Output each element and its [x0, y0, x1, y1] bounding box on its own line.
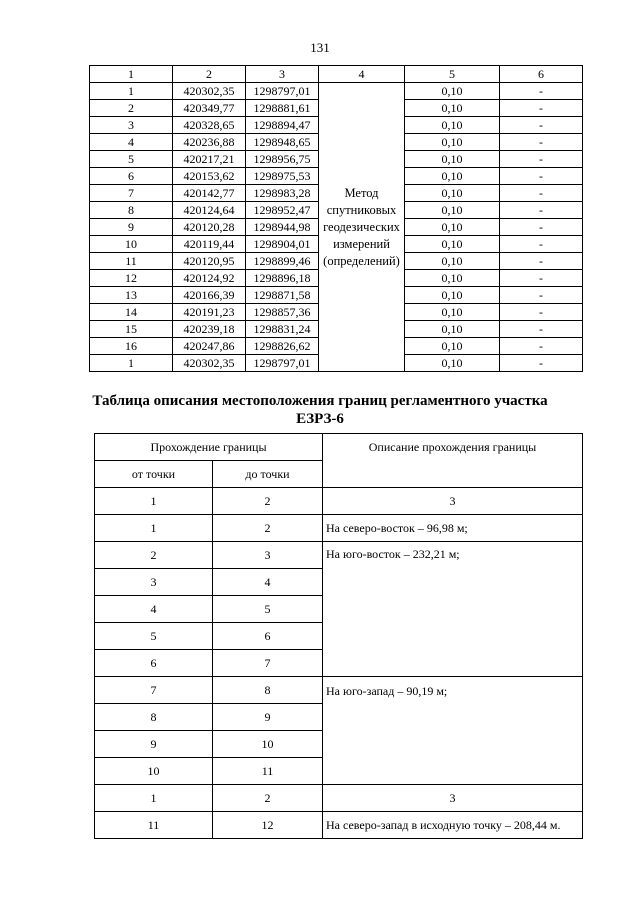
point-number-cell: 12: [90, 270, 173, 287]
note-cell: -: [500, 355, 583, 372]
method-cell: [319, 83, 405, 372]
y-coordinate-cell: 1298894,47: [246, 117, 319, 134]
accuracy-cell: 0,10: [405, 185, 500, 202]
section-title: [0, 392, 640, 428]
header-from-point: от точки: [95, 461, 213, 488]
to-cell: 5: [213, 596, 323, 623]
to-cell: 11: [213, 758, 323, 785]
y-coordinate-cell: 1298975,53: [246, 168, 319, 185]
note-cell: -: [500, 236, 583, 253]
to-cell: 9: [213, 704, 323, 731]
point-number-cell: 1: [90, 83, 173, 100]
point-number-cell: 3: [90, 117, 173, 134]
point-number-cell: 11: [90, 253, 173, 270]
method-line: спутниковых: [326, 202, 397, 217]
from-cell: 2: [95, 542, 213, 569]
point-number-cell: 2: [90, 100, 173, 117]
x-coordinate-cell: 420217,21: [173, 151, 246, 168]
x-coordinate-cell: 420124,64: [173, 202, 246, 219]
point-number-cell: 9: [90, 219, 173, 236]
accuracy-cell: 0,10: [405, 253, 500, 270]
note-cell: -: [500, 253, 583, 270]
x-coordinate-cell: 420124,92: [173, 270, 246, 287]
accuracy-cell: 0,10: [405, 321, 500, 338]
note-cell: -: [500, 134, 583, 151]
from-cell: 1: [95, 515, 213, 542]
to-cell: 7: [213, 650, 323, 677]
x-coordinate-cell: 420302,35: [173, 355, 246, 372]
note-cell: -: [500, 338, 583, 355]
to-cell: 12: [213, 812, 323, 839]
coordinates-table: [89, 65, 583, 372]
to-cell: 10: [213, 731, 323, 758]
point-number-cell: 7: [90, 185, 173, 202]
note-cell: -: [500, 168, 583, 185]
x-coordinate-cell: 420302,35: [173, 83, 246, 100]
accuracy-cell: 0,10: [405, 287, 500, 304]
col-header: 6: [500, 66, 583, 83]
from-cell: 11: [95, 812, 213, 839]
accuracy-cell: 0,10: [405, 117, 500, 134]
y-coordinate-cell: 1298896,18: [246, 270, 319, 287]
x-coordinate-cell: 420166,39: [173, 287, 246, 304]
x-coordinate-cell: 420120,28: [173, 219, 246, 236]
accuracy-cell: 0,10: [405, 202, 500, 219]
y-coordinate-cell: 1298826,62: [246, 338, 319, 355]
point-number-cell: 6: [90, 168, 173, 185]
point-number-cell: 13: [90, 287, 173, 304]
x-coordinate-cell: 420120,95: [173, 253, 246, 270]
note-cell: -: [500, 83, 583, 100]
accuracy-cell: 0,10: [405, 338, 500, 355]
accuracy-cell: 0,10: [405, 83, 500, 100]
note-cell: -: [500, 185, 583, 202]
section-title-line1: Таблица описания местоположения границ регламентного участка: [92, 393, 548, 409]
point-number-cell: 15: [90, 321, 173, 338]
col-header: 5: [405, 66, 500, 83]
to-cell: 8: [213, 677, 323, 704]
accuracy-cell: 0,10: [405, 236, 500, 253]
point-number-cell: 16: [90, 338, 173, 355]
bottom-num-desc: 3: [323, 785, 583, 812]
desc-southwest: На юго-запад – 90,19 м;: [323, 677, 583, 785]
from-cell: 3: [95, 569, 213, 596]
from-cell: 7: [95, 677, 213, 704]
coords-row: [90, 83, 583, 100]
accuracy-cell: 0,10: [405, 219, 500, 236]
boundary-description-table: [94, 433, 583, 839]
page-number: 131: [310, 40, 330, 55]
y-coordinate-cell: 1298881,61: [246, 100, 319, 117]
from-cell: 6: [95, 650, 213, 677]
col-header: 1: [90, 66, 173, 83]
note-cell: -: [500, 304, 583, 321]
col-header: 4: [319, 66, 405, 83]
from-cell: 9: [95, 731, 213, 758]
method-line: измерений: [333, 236, 390, 251]
from-cell: 8: [95, 704, 213, 731]
accuracy-cell: 0,10: [405, 304, 500, 321]
note-cell: -: [500, 151, 583, 168]
from-cell: 4: [95, 596, 213, 623]
point-number-cell: 10: [90, 236, 173, 253]
header-boundary-passage: Прохождение границы: [95, 434, 323, 461]
to-cell: 2: [213, 515, 323, 542]
note-cell: -: [500, 270, 583, 287]
method-line: Метод: [344, 185, 379, 200]
note-cell: -: [500, 321, 583, 338]
header-description: Описание прохождения границы: [323, 434, 583, 488]
y-coordinate-cell: 1298797,01: [246, 355, 319, 372]
x-coordinate-cell: 420153,62: [173, 168, 246, 185]
x-coordinate-cell: 420239,18: [173, 321, 246, 338]
accuracy-cell: 0,10: [405, 100, 500, 117]
note-cell: -: [500, 100, 583, 117]
col-num-to: 2: [213, 488, 323, 515]
accuracy-cell: 0,10: [405, 134, 500, 151]
desc-northwest: На северо-запад в исходную точку – 208,44 м.: [323, 812, 583, 839]
col-num-from: 1: [95, 488, 213, 515]
note-cell: -: [500, 287, 583, 304]
y-coordinate-cell: 1298952,47: [246, 202, 319, 219]
desc-northeast: На северо-восток – 96,98 м;: [323, 515, 583, 542]
point-number-cell: 8: [90, 202, 173, 219]
col-header: 3: [246, 66, 319, 83]
x-coordinate-cell: 420191,23: [173, 304, 246, 321]
x-coordinate-cell: 420247,86: [173, 338, 246, 355]
note-cell: -: [500, 117, 583, 134]
y-coordinate-cell: 1298857,36: [246, 304, 319, 321]
y-coordinate-cell: 1298899,46: [246, 253, 319, 270]
x-coordinate-cell: 420236,88: [173, 134, 246, 151]
note-cell: -: [500, 219, 583, 236]
x-coordinate-cell: 420349,77: [173, 100, 246, 117]
y-coordinate-cell: 1298948,65: [246, 134, 319, 151]
accuracy-cell: 0,10: [405, 270, 500, 287]
desc-southeast: На юго-восток – 232,21 м;: [323, 542, 583, 677]
x-coordinate-cell: 420119,44: [173, 236, 246, 253]
accuracy-cell: 0,10: [405, 151, 500, 168]
y-coordinate-cell: 1298904,01: [246, 236, 319, 253]
point-number-cell: 4: [90, 134, 173, 151]
from-cell: 5: [95, 623, 213, 650]
bottom-num-to: 2: [213, 785, 323, 812]
section-title-line2: ЕЗРЗ-6: [296, 411, 344, 427]
to-cell: 6: [213, 623, 323, 650]
note-cell: -: [500, 202, 583, 219]
method-line: (определений): [323, 253, 400, 268]
to-cell: 4: [213, 569, 323, 596]
method-line: геодезических: [323, 219, 400, 234]
point-number-cell: 1: [90, 355, 173, 372]
col-header: 2: [173, 66, 246, 83]
point-number-cell: 14: [90, 304, 173, 321]
y-coordinate-cell: 1298797,01: [246, 83, 319, 100]
header-to-point: до точки: [213, 461, 323, 488]
x-coordinate-cell: 420328,65: [173, 117, 246, 134]
accuracy-cell: 0,10: [405, 168, 500, 185]
y-coordinate-cell: 1298871,58: [246, 287, 319, 304]
y-coordinate-cell: 1298983,28: [246, 185, 319, 202]
y-coordinate-cell: 1298956,75: [246, 151, 319, 168]
y-coordinate-cell: 1298831,24: [246, 321, 319, 338]
from-cell: 10: [95, 758, 213, 785]
accuracy-cell: 0,10: [405, 355, 500, 372]
coords-header-row: [90, 66, 583, 83]
y-coordinate-cell: 1298944,98: [246, 219, 319, 236]
col-num-desc: 3: [323, 488, 583, 515]
point-number-cell: 5: [90, 151, 173, 168]
to-cell: 3: [213, 542, 323, 569]
bottom-num-from: 1: [95, 785, 213, 812]
x-coordinate-cell: 420142,77: [173, 185, 246, 202]
